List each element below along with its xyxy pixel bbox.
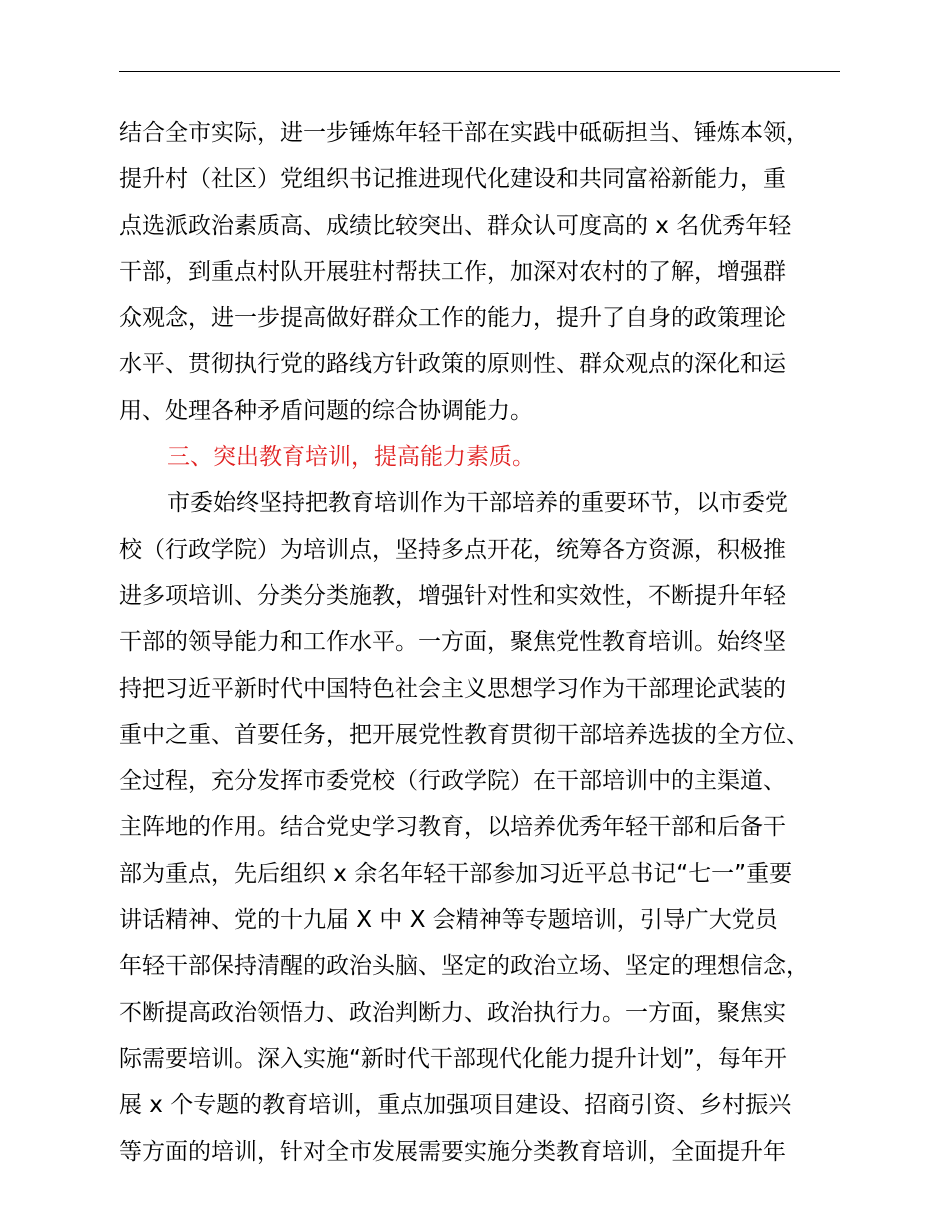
text-line: 市委始终坚持把教育培训作为干部培养的重要环节，以市委党 bbox=[167, 490, 788, 517]
text-line: 干部，到重点村队开展驻村帮扶工作，加深对农村的了解，增强群 bbox=[119, 258, 786, 285]
text-line: 众观念，进一步提高做好群众工作的能力，提升了自身的政策理论 bbox=[119, 305, 786, 332]
section-heading-block bbox=[119, 434, 859, 480]
paragraph-2 bbox=[119, 480, 859, 1174]
text-line: 校（行政学院）为培训点，坚持多点开花，统筹各方资源，积极推 bbox=[119, 536, 786, 563]
text-line: 持把习近平新时代中国特色社会主义思想学习作为干部理论武装的 bbox=[119, 675, 786, 702]
text-line: 等方面的培训，针对全市发展需要实施分类教育培训，全面提升年 bbox=[119, 1138, 786, 1165]
text-line: 全过程，充分发挥市委党校（行政学院）在干部培训中的主渠道、 bbox=[119, 768, 786, 795]
text-line: 结合全市实际，进一步锤炼年轻干部在实践中砥砺担当、锤炼本领， bbox=[119, 120, 809, 146]
text-line: 部为重点，先后组织 x 余名年轻干部参加习近平总书记“七一”重要 bbox=[119, 860, 793, 887]
text-line: 用、处理各种矛盾问题的综合协调能力。 bbox=[119, 397, 533, 424]
text-line: 主阵地的作用。结合党史学习教育，以培养优秀年轻干部和后备干 bbox=[119, 814, 786, 841]
text-line: 讲话精神、党的十九届 X 中 X 会精神等专题培训，引导广大党员 bbox=[119, 907, 778, 934]
document-body bbox=[119, 110, 859, 1175]
text-line: 不断提高政治领悟力、政治判断力、政治执行力。一方面，聚焦实 bbox=[119, 999, 786, 1026]
text-line: 年轻干部保持清醒的政治头脑、坚定的政治立场、坚定的理想信念， bbox=[119, 953, 809, 980]
text-line: 进多项培训、分类分类施教，增强针对性和实效性，不断提升年轻 bbox=[119, 582, 786, 609]
text-line: 重中之重、首要任务，把开展党性教育贯彻干部培养选拔的全方位、 bbox=[119, 721, 809, 748]
text-line: 提升村（社区）党组织书记推进现代化建设和共同富裕新能力，重 bbox=[119, 166, 786, 193]
paragraph-1 bbox=[119, 110, 859, 434]
text-line: 水平、贯彻执行党的路线方针政策的原则性、群众观点的深化和运 bbox=[119, 351, 786, 378]
header-rule bbox=[119, 71, 840, 72]
section-heading: 三、突出教育培训，提高能力素质。 bbox=[167, 444, 535, 471]
text-line: 际需要培训。深入实施“新时代干部现代化能力提升计划”，每年开 bbox=[119, 1045, 787, 1072]
text-line: 展 x 个专题的教育培训，重点加强项目建设、招商引资、乡村振兴 bbox=[119, 1092, 792, 1119]
text-line: 点选派政治素质高、成绩比较突出、群众认可度高的 x 名优秀年轻 bbox=[119, 212, 792, 239]
text-line: 干部的领导能力和工作水平。一方面，聚焦党性教育培训。始终坚 bbox=[119, 629, 786, 656]
